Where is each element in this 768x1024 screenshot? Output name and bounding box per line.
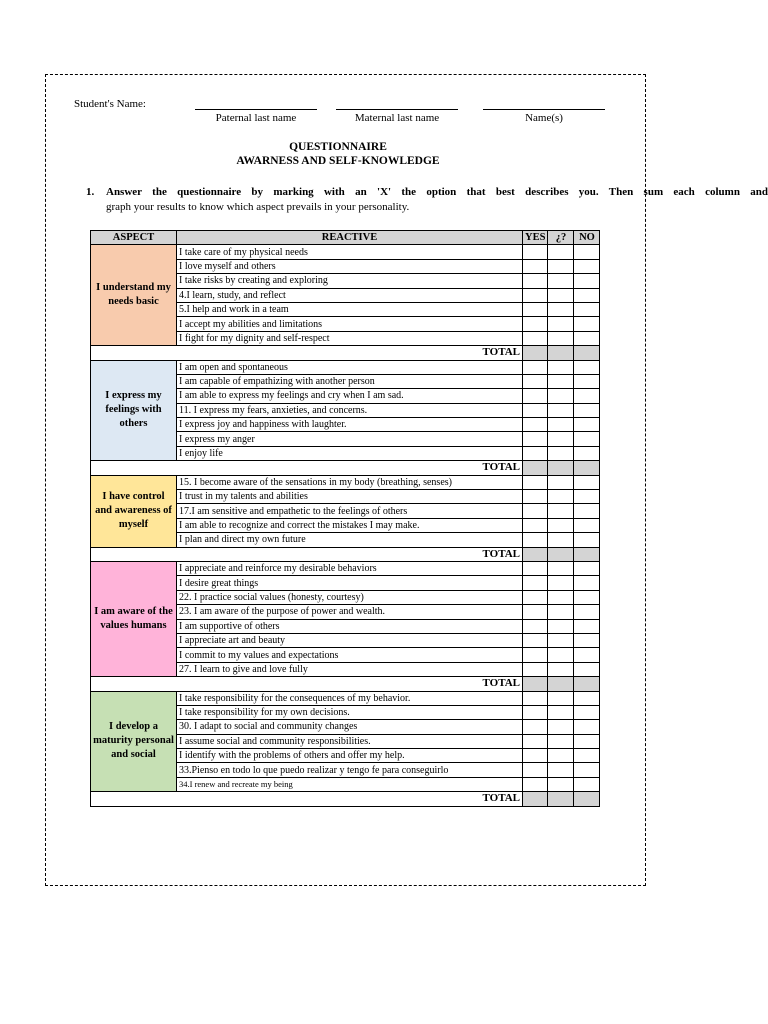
reactive-cell: 27. I learn to give and love fully (177, 662, 523, 676)
header-no: NO (574, 231, 600, 245)
maternal-name-line[interactable] (336, 98, 458, 110)
reactive-cell: I assume social and community responsibilities. (177, 734, 523, 748)
answer-maybe-cell[interactable] (548, 490, 574, 504)
answer-no-cell[interactable] (574, 749, 600, 763)
page-title: QUESTIONNAIRE (289, 141, 387, 153)
answer-maybe-cell[interactable] (548, 475, 574, 489)
instruction-number: 1. (86, 186, 95, 198)
answer-no-cell[interactable] (574, 504, 600, 518)
answer-no-cell[interactable] (574, 475, 600, 489)
answer-no-cell[interactable] (574, 518, 600, 532)
reactive-cell: 30. I adapt to social and community changes (177, 720, 523, 734)
answer-yes-cell[interactable] (523, 720, 548, 734)
header-aspect: ASPECT (91, 231, 177, 245)
paternal-name-field[interactable] (195, 98, 317, 124)
aspect-cell: I am aware of the values humans (91, 561, 177, 676)
maternal-caption: Maternal last name (354, 112, 440, 124)
total-maybe-cell[interactable] (548, 677, 574, 691)
instruction-line-1: Answer the questionnaire by marking with an 'X' the option that best describes you. Then sum each column and (106, 186, 768, 198)
total-yes-cell[interactable] (523, 547, 548, 561)
paternal-name-line[interactable] (195, 98, 317, 110)
reactive-cell: 33.Pienso en todo lo que puedo realizar y tengo fe para conseguirlo (177, 763, 523, 777)
answer-yes-cell[interactable] (523, 518, 548, 532)
answer-maybe-cell[interactable] (548, 245, 574, 259)
header-reactive: REACTIVE (177, 231, 523, 245)
answer-yes-cell[interactable] (523, 245, 548, 259)
answer-no-cell[interactable] (574, 619, 600, 633)
total-row (91, 346, 600, 360)
total-no-cell[interactable] (574, 547, 600, 561)
total-yes-cell[interactable] (523, 677, 548, 691)
answer-yes-cell[interactable] (523, 734, 548, 748)
answer-yes-cell[interactable] (523, 475, 548, 489)
reactive-cell: I am open and spontaneous (177, 360, 523, 374)
answer-maybe-cell[interactable] (548, 619, 574, 633)
answer-yes-cell[interactable] (523, 389, 548, 403)
reactive-cell: 22. I practice social values (honesty, courtesy) (177, 590, 523, 604)
answer-no-cell[interactable] (574, 633, 600, 647)
reactive-cell: I take responsibility for the consequences of my behavior. (177, 691, 523, 705)
answer-maybe-cell[interactable] (548, 561, 574, 575)
answer-no-cell[interactable] (574, 389, 600, 403)
table-row (91, 691, 600, 705)
answer-no-cell[interactable] (574, 720, 600, 734)
answer-maybe-cell[interactable] (548, 734, 574, 748)
answer-yes-cell[interactable] (523, 317, 548, 331)
answer-no-cell[interactable] (574, 288, 600, 302)
answer-no-cell[interactable] (574, 374, 600, 388)
questionnaire-table (90, 230, 600, 807)
total-yes-cell[interactable] (523, 346, 548, 360)
answer-yes-cell[interactable] (523, 648, 548, 662)
maternal-name-field[interactable] (336, 98, 458, 124)
answer-maybe-cell[interactable] (548, 504, 574, 518)
answer-yes-cell[interactable] (523, 418, 548, 432)
reactive-cell: I enjoy life (177, 446, 523, 460)
answer-yes-cell[interactable] (523, 705, 548, 719)
reactive-cell: 15. I become aware of the sensations in my body (breathing, senses) (177, 475, 523, 489)
total-no-cell[interactable] (574, 461, 600, 475)
reactive-cell: I appreciate and reinforce my desirable behaviors (177, 561, 523, 575)
answer-no-cell[interactable] (574, 533, 600, 547)
answer-yes-cell[interactable] (523, 590, 548, 604)
answer-no-cell[interactable] (574, 432, 600, 446)
paternal-caption: Paternal last name (215, 112, 297, 124)
total-label: TOTAL (91, 792, 523, 806)
student-name-label: Student's Name: (74, 98, 146, 110)
total-maybe-cell[interactable] (548, 461, 574, 475)
answer-yes-cell[interactable] (523, 533, 548, 547)
reactive-cell: 4.I learn, study, and reflect (177, 288, 523, 302)
total-yes-cell[interactable] (523, 461, 548, 475)
answer-yes-cell[interactable] (523, 691, 548, 705)
answer-no-cell[interactable] (574, 302, 600, 316)
answer-maybe-cell[interactable] (548, 648, 574, 662)
answer-maybe-cell[interactable] (548, 590, 574, 604)
answer-maybe-cell[interactable] (548, 605, 574, 619)
total-row (91, 677, 600, 691)
reactive-cell: I am supportive of others (177, 619, 523, 633)
reactive-cell: 17.I am sensitive and empathetic to the feelings of others (177, 504, 523, 518)
answer-maybe-cell[interactable] (548, 576, 574, 590)
reactive-cell: 23. I am aware of the purpose of power and wealth. (177, 605, 523, 619)
total-no-cell[interactable] (574, 346, 600, 360)
answer-maybe-cell[interactable] (548, 331, 574, 345)
answer-yes-cell[interactable] (523, 490, 548, 504)
answer-maybe-cell[interactable] (548, 288, 574, 302)
answer-yes-cell[interactable] (523, 504, 548, 518)
answer-yes-cell[interactable] (523, 274, 548, 288)
reactive-cell: I plan and direct my own future (177, 533, 523, 547)
aspect-cell: I understand my needs basic (91, 245, 177, 346)
answer-no-cell[interactable] (574, 605, 600, 619)
answer-maybe-cell[interactable] (548, 446, 574, 460)
answer-no-cell[interactable] (574, 648, 600, 662)
answer-yes-cell[interactable] (523, 633, 548, 647)
total-row (91, 461, 600, 475)
answer-no-cell[interactable] (574, 691, 600, 705)
answer-no-cell[interactable] (574, 490, 600, 504)
answer-maybe-cell[interactable] (548, 533, 574, 547)
total-row (91, 792, 600, 806)
reactive-cell: I trust in my talents and abilities (177, 490, 523, 504)
answer-yes-cell[interactable] (523, 662, 548, 676)
answer-no-cell[interactable] (574, 360, 600, 374)
answer-maybe-cell[interactable] (548, 403, 574, 417)
answer-no-cell[interactable] (574, 777, 600, 791)
answer-yes-cell[interactable] (523, 561, 548, 575)
answer-no-cell[interactable] (574, 763, 600, 777)
total-label: TOTAL (91, 547, 523, 561)
answer-maybe-cell[interactable] (548, 749, 574, 763)
total-label: TOTAL (91, 677, 523, 691)
answer-maybe-cell[interactable] (548, 662, 574, 676)
answer-no-cell[interactable] (574, 734, 600, 748)
total-label: TOTAL (91, 346, 523, 360)
answer-no-cell[interactable] (574, 259, 600, 273)
answer-yes-cell[interactable] (523, 605, 548, 619)
answer-yes-cell[interactable] (523, 259, 548, 273)
reactive-cell: I appreciate art and beauty (177, 633, 523, 647)
answer-maybe-cell[interactable] (548, 374, 574, 388)
answer-maybe-cell[interactable] (548, 418, 574, 432)
reactive-cell: I express joy and happiness with laughter. (177, 418, 523, 432)
reactive-cell: 34.I renew and recreate my being (177, 777, 523, 791)
answer-yes-cell[interactable] (523, 446, 548, 460)
answer-maybe-cell[interactable] (548, 777, 574, 791)
reactive-cell: I desire great things (177, 576, 523, 590)
header-maybe: ¿? (548, 231, 574, 245)
answer-no-cell[interactable] (574, 561, 600, 575)
reactive-cell: I express my anger (177, 432, 523, 446)
answer-maybe-cell[interactable] (548, 389, 574, 403)
answer-yes-cell[interactable] (523, 403, 548, 417)
table-row (91, 561, 600, 575)
names-caption: Name(s) (525, 112, 563, 124)
answer-no-cell[interactable] (574, 446, 600, 460)
answer-yes-cell[interactable] (523, 763, 548, 777)
reactive-cell: I am able to recognize and correct the mistakes I may make. (177, 518, 523, 532)
reactive-cell: I accept my abilities and limitations (177, 317, 523, 331)
answer-yes-cell[interactable] (523, 777, 548, 791)
answer-no-cell[interactable] (574, 245, 600, 259)
reactive-cell: 5.I help and work in a team (177, 302, 523, 316)
total-row (91, 547, 600, 561)
answer-maybe-cell[interactable] (548, 259, 574, 273)
answer-yes-cell[interactable] (523, 749, 548, 763)
first-names-field[interactable] (483, 98, 605, 124)
reactive-cell: I am capable of empathizing with another person (177, 374, 523, 388)
total-maybe-cell[interactable] (548, 547, 574, 561)
reactive-cell: I take risks by creating and exploring (177, 274, 523, 288)
answer-maybe-cell[interactable] (548, 432, 574, 446)
reactive-cell: I take responsibility for my own decisions. (177, 705, 523, 719)
answer-yes-cell[interactable] (523, 619, 548, 633)
answer-maybe-cell[interactable] (548, 633, 574, 647)
answer-no-cell[interactable] (574, 590, 600, 604)
answer-no-cell[interactable] (574, 274, 600, 288)
reactive-cell: 11. I express my fears, anxieties, and concerns. (177, 403, 523, 417)
total-maybe-cell[interactable] (548, 346, 574, 360)
header-yes: YES (523, 231, 548, 245)
answer-maybe-cell[interactable] (548, 274, 574, 288)
reactive-cell: I fight for my dignity and self-respect (177, 331, 523, 345)
table-row (91, 475, 600, 489)
first-names-line[interactable] (483, 98, 605, 110)
reactive-cell: I am able to express my feelings and cry when I am sad. (177, 389, 523, 403)
reactive-cell: I identify with the problems of others and offer my help. (177, 749, 523, 763)
answer-maybe-cell[interactable] (548, 518, 574, 532)
total-no-cell[interactable] (574, 677, 600, 691)
answer-yes-cell[interactable] (523, 288, 548, 302)
instruction-line-2: graph your results to know which aspect prevails in your personality. (106, 201, 410, 213)
answer-maybe-cell[interactable] (548, 705, 574, 719)
student-name-row (74, 98, 634, 130)
answer-no-cell[interactable] (574, 418, 600, 432)
table-row (91, 360, 600, 374)
aspect-cell: I have control and awareness of myself (91, 475, 177, 547)
answer-maybe-cell[interactable] (548, 720, 574, 734)
reactive-cell: I love myself and others (177, 259, 523, 273)
page-subtitle: AWARNESS AND SELF-KNOWLEDGE (236, 155, 440, 167)
total-maybe-cell[interactable] (548, 792, 574, 806)
aspect-cell: I develop a maturity personal and social (91, 691, 177, 792)
reactive-cell: I take care of my physical needs (177, 245, 523, 259)
answer-yes-cell[interactable] (523, 576, 548, 590)
answer-yes-cell[interactable] (523, 360, 548, 374)
answer-no-cell[interactable] (574, 403, 600, 417)
table-header-row (91, 231, 600, 245)
answer-no-cell[interactable] (574, 576, 600, 590)
aspect-cell: I express my feelings with others (91, 360, 177, 461)
answer-no-cell[interactable] (574, 705, 600, 719)
answer-no-cell[interactable] (574, 331, 600, 345)
answer-no-cell[interactable] (574, 317, 600, 331)
answer-yes-cell[interactable] (523, 331, 548, 345)
answer-maybe-cell[interactable] (548, 317, 574, 331)
answer-maybe-cell[interactable] (548, 302, 574, 316)
total-no-cell[interactable] (574, 792, 600, 806)
total-label: TOTAL (91, 461, 523, 475)
reactive-cell: I commit to my values and expectations (177, 648, 523, 662)
answer-maybe-cell[interactable] (548, 763, 574, 777)
answer-maybe-cell[interactable] (548, 691, 574, 705)
answer-yes-cell[interactable] (523, 432, 548, 446)
answer-yes-cell[interactable] (523, 374, 548, 388)
answer-no-cell[interactable] (574, 662, 600, 676)
total-yes-cell[interactable] (523, 792, 548, 806)
table-row (91, 245, 600, 259)
answer-maybe-cell[interactable] (548, 360, 574, 374)
answer-yes-cell[interactable] (523, 302, 548, 316)
